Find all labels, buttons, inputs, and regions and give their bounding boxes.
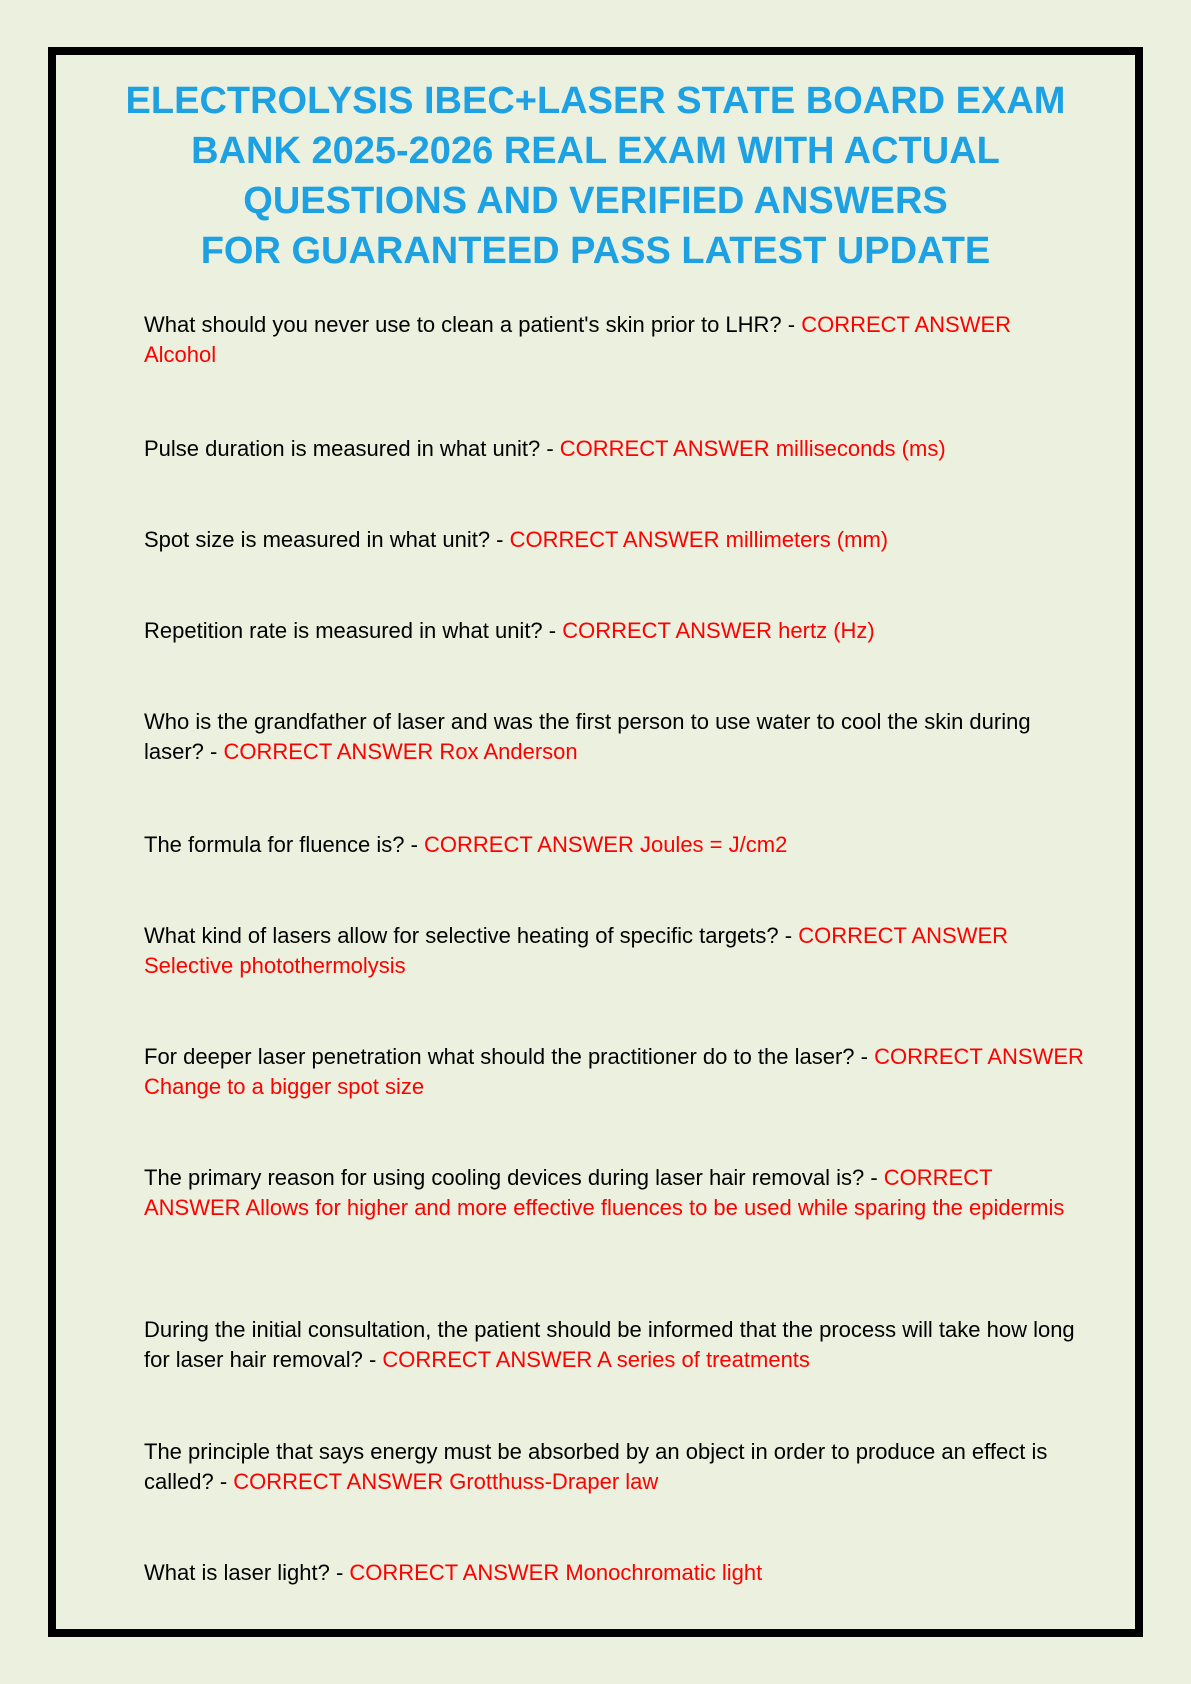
title-line-1: ELECTROLYSIS IBEC+LASER STATE BOARD EXAM: [125, 80, 1066, 122]
qa-item-9: [144, 1163, 1084, 1223]
question-text: The formula for fluence is? -: [144, 832, 425, 857]
title-line-2: BANK 2025-2026 REAL EXAM WITH ACTUAL: [191, 130, 1000, 172]
answer-text: CORRECT ANSWER hertz (Hz): [562, 618, 875, 643]
question-text: Who is the grandfather of laser and was the first person to use water to cool the skin during laser? -: [144, 709, 1031, 764]
question-text: What should you never use to clean a patient's skin prior to LHR? -: [144, 312, 802, 337]
qa-item-1: [144, 310, 1084, 370]
question-text: What kind of lasers allow for selective heating of specific targets? -: [144, 923, 799, 948]
qa-item-10: [144, 1315, 1084, 1375]
answer-text: CORRECT ANSWER Joules = J/cm2: [424, 832, 788, 857]
document-title: [56, 76, 1135, 276]
answer-text: CORRECT ANSWER Change to a bigger spot size: [144, 1044, 1084, 1099]
title-line-3: QUESTIONS AND VERIFIED ANSWERS: [243, 180, 948, 222]
qa-item-5: [144, 707, 1084, 767]
answer-text: CORRECT ANSWER A series of treatments: [382, 1347, 810, 1372]
question-text: What is laser light? -: [144, 1560, 350, 1585]
qa-item-6: [144, 830, 1084, 860]
question-text: The primary reason for using cooling devices during laser hair removal is? -: [144, 1165, 884, 1190]
answer-text: CORRECT ANSWER Rox Anderson: [223, 739, 578, 764]
answer-text: CORRECT ANSWER Alcohol: [144, 312, 1012, 367]
title-line-4: FOR GUARANTEED PASS LATEST UPDATE: [200, 230, 991, 272]
answer-text: CORRECT ANSWER Selective photothermolysis: [144, 923, 1009, 978]
question-text: Repetition rate is measured in what unit? -: [144, 618, 563, 643]
answer-text: CORRECT ANSWER Allows for higher and more effective fluences to be used while sparing the epidermis: [144, 1165, 1065, 1220]
question-text: For deeper laser penetration what should the practitioner do to the laser? -: [144, 1044, 875, 1069]
answer-text: CORRECT ANSWER millimeters (mm): [509, 527, 889, 552]
qa-item-3: [144, 525, 1084, 555]
qa-item-7: [144, 921, 1084, 981]
answer-text: CORRECT ANSWER milliseconds (ms): [559, 436, 946, 461]
qa-item-4: [144, 616, 1084, 646]
question-text: Pulse duration is measured in what unit? -: [144, 436, 560, 461]
question-text: During the initial consultation, the patient should be informed that the process will take how long for laser hair removal? -: [144, 1317, 1075, 1372]
qa-item-8: [144, 1042, 1084, 1102]
qa-item-2: [144, 434, 1084, 464]
qa-item-12: [144, 1558, 1084, 1588]
answer-text: CORRECT ANSWER Monochromatic light: [349, 1560, 763, 1585]
qa-item-11: [144, 1437, 1084, 1497]
answer-text: CORRECT ANSWER Grotthuss-Draper law: [233, 1469, 659, 1494]
question-text: Spot size is measured in what unit? -: [144, 527, 510, 552]
question-text: The principle that says energy must be absorbed by an object in order to produce an effect is called? -: [144, 1439, 1048, 1494]
